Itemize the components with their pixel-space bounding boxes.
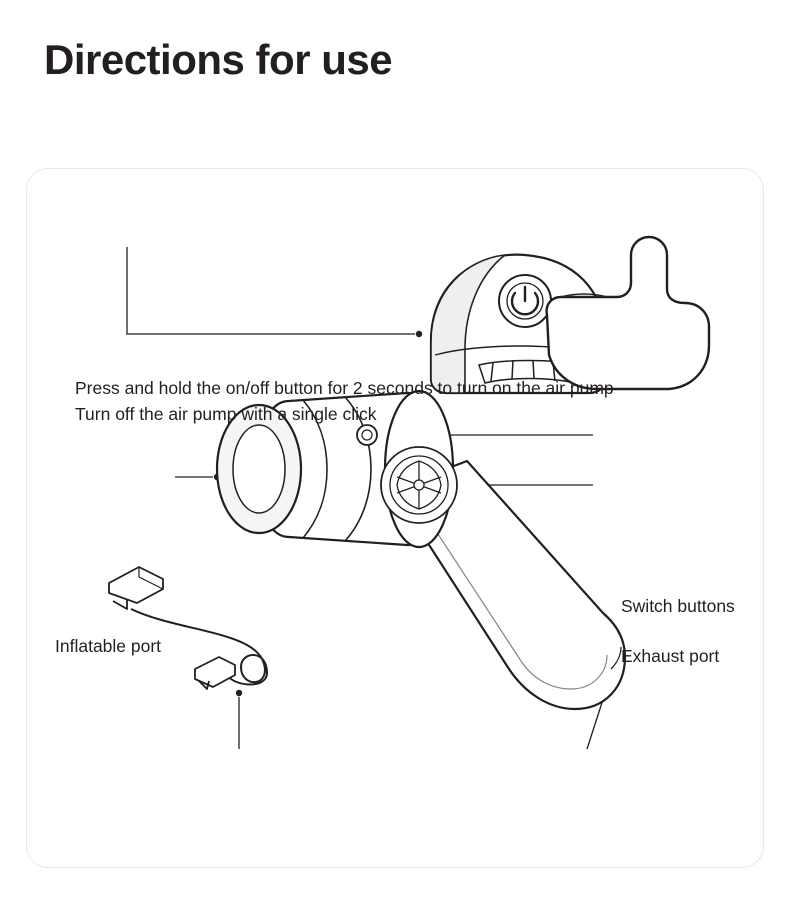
callout-exhaust-port: Exhaust port bbox=[621, 646, 720, 666]
exhaust-grille-icon bbox=[381, 447, 457, 523]
instruction-line-2: Turn off the air pump with a single click bbox=[75, 404, 377, 424]
air-pump-illustration bbox=[27, 169, 764, 868]
usb-c-cable-icon bbox=[109, 567, 267, 689]
directions-card bbox=[26, 168, 764, 868]
hand-pressing-icon bbox=[547, 237, 709, 389]
air-pump-body bbox=[217, 391, 625, 709]
callout-inflatable-port: Inflatable port bbox=[55, 636, 162, 656]
instruction-line-1: Press and hold the on/off button for 2 seconds to turn on the air pump bbox=[75, 378, 614, 398]
switch-button-icon bbox=[357, 425, 377, 445]
page-title: Directions for use bbox=[44, 36, 393, 83]
callout-switch-buttons: Switch buttons bbox=[621, 596, 735, 616]
